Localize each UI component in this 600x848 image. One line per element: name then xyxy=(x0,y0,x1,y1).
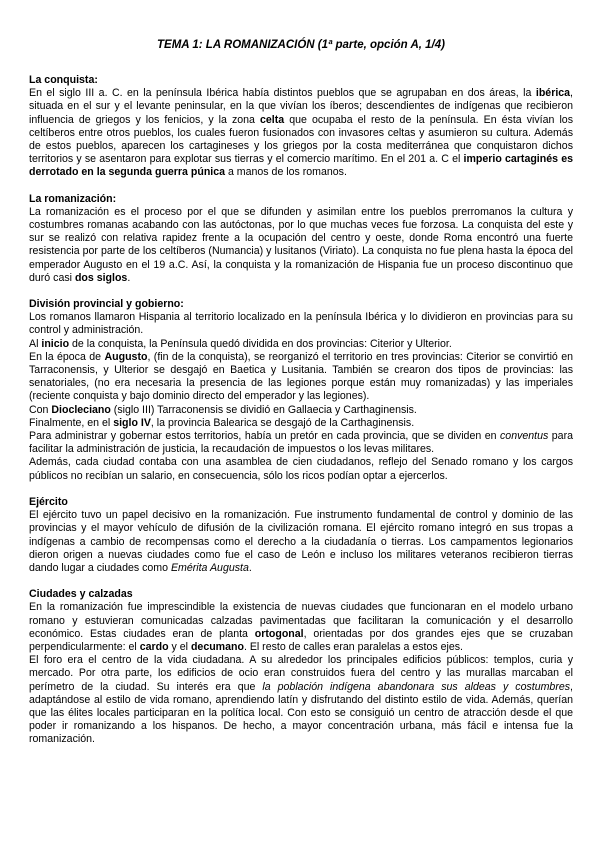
text-run: , la provincia Balearica se desgajó de la Carthaginensis. xyxy=(150,416,415,429)
bold-text: dos siglos xyxy=(74,271,128,284)
text-run: y el xyxy=(168,640,191,653)
text-run: . xyxy=(127,271,131,284)
text-run: a manos de los romanos. xyxy=(225,166,347,179)
section-paragraph xyxy=(29,404,573,417)
section-heading: Ciudades y calzadas xyxy=(29,588,133,601)
section-paragraph xyxy=(29,351,573,404)
text-run: que ocupaba el resto de la península. En ésta vivían los celtíberos entre otros pueblos, los cuales fueron fusionados con invasores celtas y asumieron su cultura. Además de estos pueblos, aparecen los cartagineses y los griegos por la costa mediterránea que conquistaron dichos territorios y se asentaron para explotar sus tierras y el comercio marítimo. En el 201 a. C el xyxy=(29,113,573,166)
italic-text: conventus xyxy=(500,430,549,443)
text-run: En la época de xyxy=(29,350,105,363)
bold-text: decumano xyxy=(190,640,244,653)
text-run: Finalmente, en el xyxy=(29,416,114,429)
section-paragraph xyxy=(29,430,573,456)
text-run: , adaptándose al estilo de vida romano, aprendiendo latín y disfrutando del distinto estilo de vida. Además, querían que las élites locales participaran en la política local. Con esto se consiguió un centro de atracción desde el que poder ir romanizando a los hispanos. De hecho, a mayor concentración urbana, más fácil e intensa fue la romanización. xyxy=(29,680,573,746)
italic-text: Emérita Augusta xyxy=(170,561,249,574)
text-run: El foro era el centro de la vida ciudadana. A su alrededor los principales edificios públicos: templos, curia y mercado. Por otra parte, los edificios de ocio eran construidos fuera del centro y las murallas marcaban el perímetro de la ciudad. Su interés era que xyxy=(29,654,573,693)
text-run: Con xyxy=(29,403,52,416)
bold-text: Diocleciano xyxy=(51,403,111,416)
section-heading: Ejército xyxy=(29,495,68,508)
bold-text: siglo IV xyxy=(113,416,151,429)
section-paragraph xyxy=(29,417,573,430)
section-paragraph xyxy=(29,456,573,482)
bold-text: celta xyxy=(260,113,285,126)
section-spacer xyxy=(29,483,573,496)
section-paragraph xyxy=(29,206,573,285)
text-run: El ejército tuvo un papel decisivo en la romanización. Fue instrumento fundamental de control y dominio de las provincias y el mayor vehículo de difusión de la civilización romana. El ejército romano integró en sus tropas a indígenas a cambio de recompensas como el derecho a la ciudadanía o tierras. Los campamentos legionarios dieron origen a nuevas ciudades como fue el caso de León e incluso los militares veteranos recibieron tierras dando lugar a ciudades como xyxy=(29,509,573,574)
bold-text: ibérica xyxy=(535,87,571,100)
section-heading: La conquista: xyxy=(29,74,98,86)
document-page xyxy=(29,38,573,747)
bold-text: inicio xyxy=(41,337,70,350)
section-paragraph xyxy=(29,87,573,179)
section-paragraph xyxy=(29,601,573,654)
text-run: . El resto de calles eran paralelas a estos ejes. xyxy=(243,640,463,653)
text-run: . xyxy=(248,561,252,574)
text-run: En la romanización fue imprescindible la existencia de nuevas ciudades que funcionaran en el modelo urbano romano y estuvieran comunicadas calzadas pavimentadas que facilitaran la comunicación y el desarrollo económico. Estas ciudades eran de planta xyxy=(29,601,573,640)
document-body xyxy=(29,74,573,747)
italic-text: la población indígena abandonara sus aldeas y costumbres xyxy=(262,680,571,693)
text-run: , situada en el sur y el levante peninsular, en la que vivían los íberos; descendientes de indígenas que recibieron influencia de griegos y los fenicios, y la zona xyxy=(29,87,573,126)
text-run: Los romanos llamaron Hispania al territorio localizado en la península Ibérica y lo dividieron en provincias para su control y administración. xyxy=(29,311,573,337)
bold-text: ortogonal xyxy=(254,627,304,640)
text-run: En el siglo III a. C. en la península Ibérica había distintos pueblos que se agrupaban en dos áreas, la xyxy=(29,87,536,100)
section-paragraph xyxy=(29,654,573,746)
bold-text: cardo xyxy=(139,640,169,653)
text-run: , (fin de la conquista), se reorganizó el territorio en tres provincias: Citerior se convirtió en Tarraconensis, y Ulterior se desgajó en Baetica y Lusitania. También se crearon dos tipos de provincias: las senatoriales, (no era necesaria la presencia de las legiones porque están muy romanizadas) y las imperiales (reciente conquista y bajo dominio directo del emperador y las legiones). xyxy=(29,350,574,403)
text-run: Además, cada ciudad contaba con una asamblea de cien ciudadanos, reflejo del Senado romano y los cargos públicos no recibían un salario, en consecuencia, sólo los ricos podían optar a ejercerlos. xyxy=(29,456,573,482)
section-paragraph xyxy=(29,509,573,575)
text-run: de la conquista, la Península quedó dividida en dos provincias: Citerior y Ulterior. xyxy=(69,337,452,350)
text-run: La romanización es el proceso por el que se difunden y asimilan entre los pueblos prerromanos la cultura y costumbres romanas acabando con las autóctonas, por lo que muchas veces fue forzosa. La conquista del este y sur se realizó con relativa rapidez frente a la ocupación del centro y oeste, donde Roma encontró una fuerte resistencia por parte de los celtíberos (Numancia) y lusitanos (Viriato). La conquista no fue plena hasta la época del emperador Augusto en el 19 a.C. Así, la conquista y la romanización de Hispania fue un proceso discontinuo que duró casi xyxy=(29,205,573,284)
text-run: para facilitar la administración de justicia, la recaudación de impuestos o los levas militares. xyxy=(29,430,573,456)
section-heading: La romanización: xyxy=(29,192,117,205)
section-spacer xyxy=(29,180,573,193)
bold-text: imperio cartaginés es derrotado en la segunda guerra púnica xyxy=(29,153,573,179)
text-run: Para administrar y gobernar estos territorios, había un pretór en cada provincia, que se dividen en xyxy=(29,430,500,443)
text-run: Al xyxy=(29,337,42,350)
bold-text: Augusto xyxy=(104,350,148,363)
section-paragraph xyxy=(29,338,573,351)
section-spacer xyxy=(29,575,573,588)
section-heading: División provincial y gobierno: xyxy=(29,298,184,311)
section-paragraph xyxy=(29,311,573,337)
text-run: (siglo III) Tarraconensis se dividió en Gallaecia y Carthaginensis. xyxy=(110,403,417,416)
section-spacer xyxy=(29,285,573,298)
page-title: TEMA 1: LA ROMANIZACIÓN (1ª parte, opción A, 1/4) xyxy=(157,39,445,51)
text-run: , orientadas por dos grandes ejes que se cruzaban perpendicularmente: el xyxy=(29,627,573,653)
